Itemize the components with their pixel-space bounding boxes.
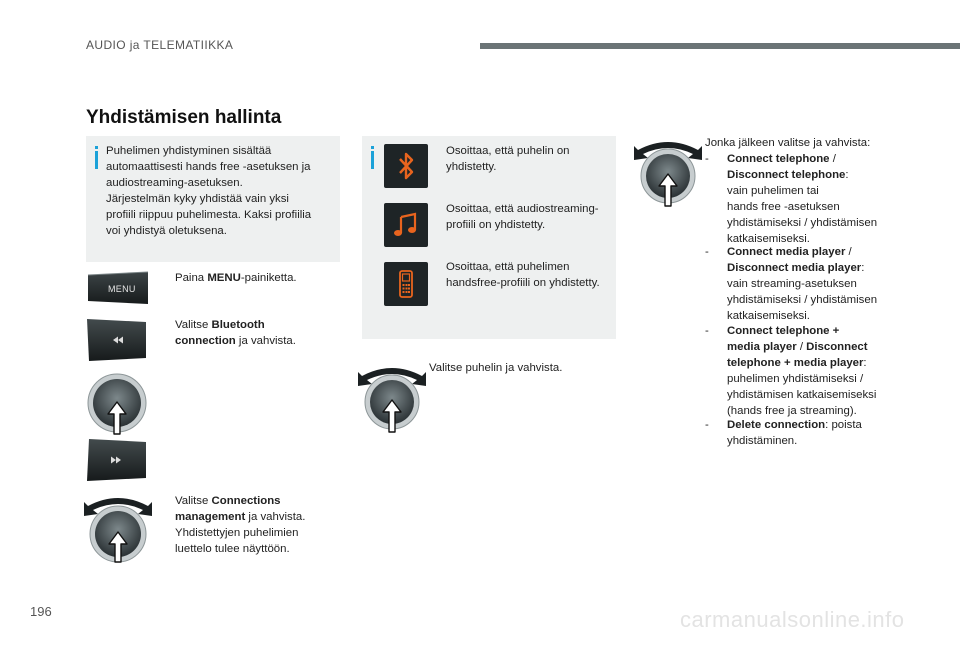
step-press-menu: Paina MENU-painiketta. [175, 272, 297, 284]
info-line: automaattisesti hands free -asetuksen ja [106, 161, 311, 173]
knob-rotate-push-image [82, 492, 154, 564]
info-box-middle [362, 136, 616, 339]
previous-button-image [86, 318, 148, 362]
info-icon [95, 146, 98, 149]
knob-rotate-push-image [356, 362, 428, 434]
info-line: Puhelimen yhdistyminen sisältää [106, 145, 272, 157]
step-select-phone: Valitse puhelin ja vahvista. [429, 362, 563, 374]
menu-button-image [86, 271, 150, 305]
audio-status-text: Osoittaa, että audiostreaming- profiili on yhdistetty. [446, 203, 599, 231]
watermark: carmanualsonline.info [680, 607, 905, 632]
info-box-left [86, 136, 340, 262]
phone-icon [384, 262, 428, 306]
info-icon [371, 146, 374, 149]
knob-push-image [86, 372, 148, 438]
handsfree-status-icon [384, 262, 428, 306]
menu-button-label: MENU [108, 284, 136, 294]
step-select-bluetooth: Valitse Bluetooth connection ja vahvista. [175, 319, 296, 347]
info-icon-bar [371, 151, 374, 169]
info-text-left [106, 143, 338, 239]
list-item: - Connect telephone / Disconnect telephone: vain puhelimen tai hands free -asetuksen yhdistämiseksi / yhdistämisen katkaisemiseksi. [705, 153, 878, 245]
options-intro: Jonka jälkeen valitse ja vahvista: [705, 137, 871, 149]
info-line: voi yhdistyä oletuksena. [106, 225, 227, 237]
music-note-icon [384, 203, 428, 247]
list-item: - Connect telephone + media player / Disconnect telephone + media player: puhelimen yhdistämiseksi / yhdistämisen katkaisemiseksi (hands free ja streaming). [705, 325, 877, 417]
handsfree-status-text: Osoittaa, että puhelimen handsfree-profiili on yhdistetty. [446, 261, 600, 289]
bluetooth-status-text: Osoittaa, että puhelin on yhdistetty. [446, 145, 570, 173]
page-number: 196 [30, 604, 52, 619]
page-title: Yhdistämisen hallinta [86, 107, 282, 128]
header-rule [480, 43, 960, 49]
step-connections-management: Valitse Connections management ja vahvista. Yhdistettyjen puhelimien luettelo tulee näyttöön. [175, 495, 306, 555]
audio-status-icon [384, 203, 428, 247]
next-button-image [86, 438, 148, 482]
bluetooth-status-icon [384, 144, 428, 188]
info-line: audiostreaming-asetuksen. [106, 177, 243, 189]
info-line: profiili riippuu puhelimesta. Kaksi profiilia [106, 209, 312, 221]
list-item: - Delete connection: poista yhdistäminen. [705, 419, 862, 447]
info-icon-bar [95, 151, 98, 169]
list-item: - Connect media player / Disconnect media player: vain streaming-asetuksen yhdistämiseksi / yhdistämisen katkaisemiseksi. [705, 246, 878, 322]
section-header: AUDIO ja TELEMATIIKKA [86, 38, 234, 52]
bluetooth-icon [384, 144, 428, 188]
info-line: Järjestelmän kyky yhdistää vain yksi [106, 193, 289, 205]
knob-rotate-push-image [632, 136, 704, 208]
options-list [705, 135, 915, 465]
